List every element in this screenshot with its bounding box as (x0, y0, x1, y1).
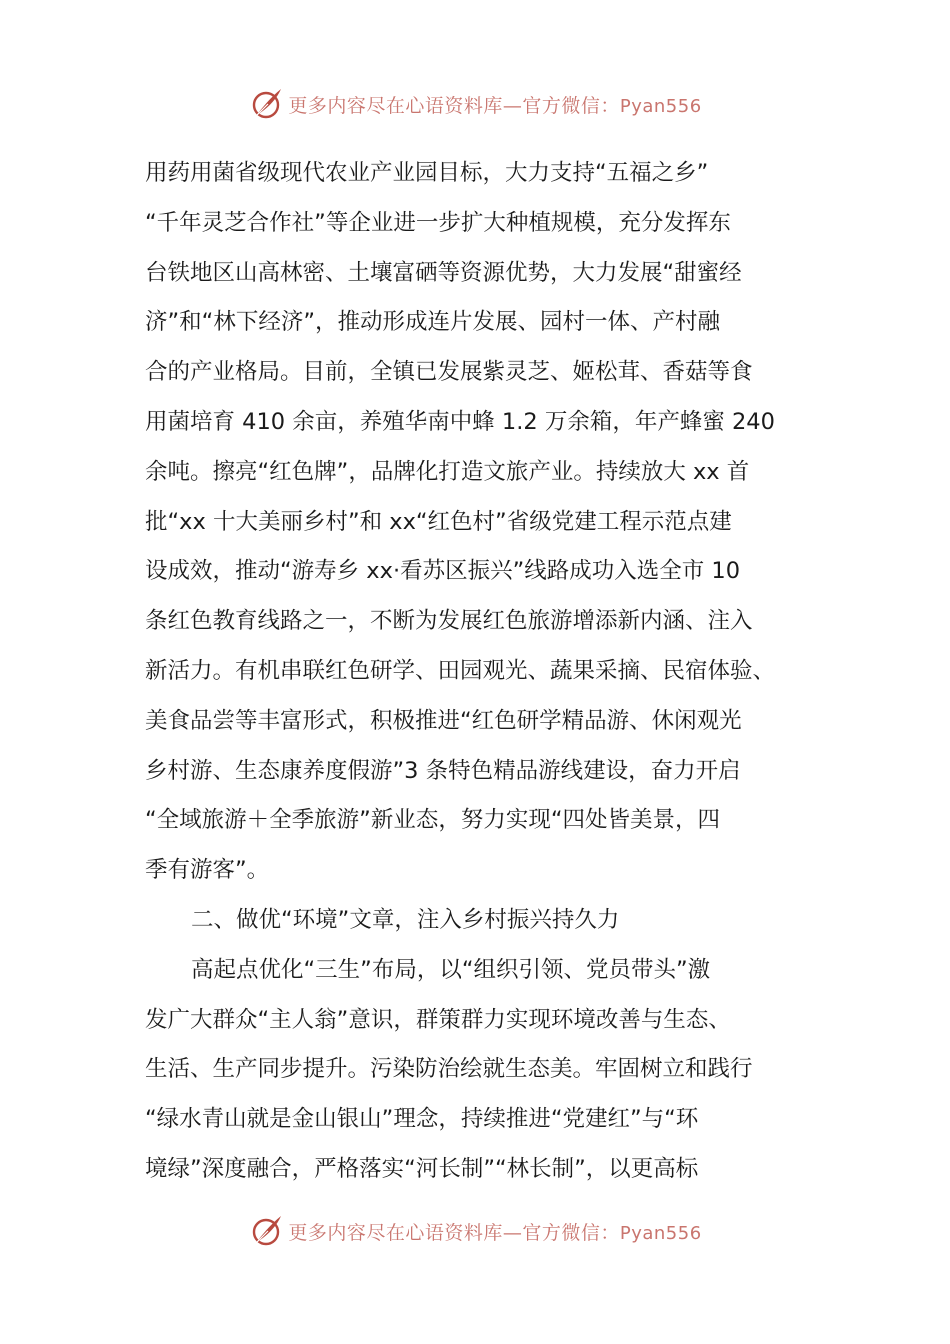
footer-watermark-cn: 更多内容尽在心语资料库—官方微信： (288, 1221, 620, 1244)
body-line: 生活、生产同步提升。污染防治绘就生态美。牢固树立和践行 (145, 1056, 753, 1083)
body-line: 乡村游、生态康养度假游”3 条特色精品游线建设，奋力开启 (145, 757, 741, 784)
header-watermark-id: Pyan556 (619, 95, 702, 117)
body-line: “千年灵芝合作社”等企业进一步扩大种植规模，充分发挥东 (145, 209, 731, 236)
header-watermark (0, 84, 950, 124)
body-line: 季有游客”。 (145, 857, 270, 884)
header-watermark-cn: 更多内容尽在心语资料库—官方微信： (288, 94, 620, 117)
body-line: 条红色教育线路之一，不断为发展红色旅游增添新内涵、注入 (145, 608, 753, 635)
body-line: 济”和“林下经济”，推动形成连片发展、园村一体、产村融 (145, 309, 720, 336)
body-line: 余吨。擦亮“红色牌”，品牌化打造文旅产业。持续放大 xx 首 (145, 458, 750, 485)
paragraph-first-line: 高起点优化“三生”布局，以“组织引领、党员带头”激 (191, 956, 711, 983)
footer-watermark-text (288, 1218, 701, 1245)
body-line: 发广大群众“主人翁”意识，群策群力实现环境改善与生态、 (145, 1006, 731, 1033)
feather-pen-logo-icon (248, 1213, 284, 1249)
body-line: “绿水青山就是金山银山”理念，持续推进“党建红”与“环 (145, 1106, 699, 1133)
body-line: 美食品尝等丰富形式，积极推进“红色研学精品游、休闲观光 (145, 707, 742, 734)
footer-watermark-id: Pyan556 (619, 1222, 702, 1244)
body-line: 境绿”深度融合，严格落实“河长制”“林长制”，以更高标 (145, 1155, 699, 1182)
body-line: 新活力。有机串联红色研学、田园观光、蔬果采摘、民宿体验、 (145, 657, 776, 684)
body-line: 台铁地区山高林密、土壤富硒等资源优势，大力发展“甜蜜经 (145, 259, 742, 286)
document-body (145, 149, 825, 1195)
footer-watermark (0, 1211, 950, 1251)
body-line: 设成效，推动“游寿乡 xx·看苏区振兴”线路成功入选全市 10 (145, 558, 741, 585)
feather-pen-logo-icon (248, 86, 284, 122)
body-line: “全域旅游＋全季旅游”新业态，努力实现“四处皆美景，四 (145, 807, 720, 834)
section-heading: 二、做优“环境”文章，注入乡村振兴持久力 (191, 906, 620, 933)
body-line: 合的产业格局。目前，全镇已发展紫灵芝、姬松茸、香菇等食 (145, 359, 753, 386)
header-watermark-text (288, 91, 701, 118)
body-line: 批“xx 十大美丽乡村”和 xx“红色村”省级党建工程示范点建 (145, 508, 732, 535)
body-line: 用菌培育 410 余亩，养殖华南中蜂 1.2 万余箱，年产蜂蜜 240 (145, 408, 775, 435)
body-line: 用药用菌省级现代农业产业园目标，大力支持“五福之乡” (145, 160, 709, 186)
